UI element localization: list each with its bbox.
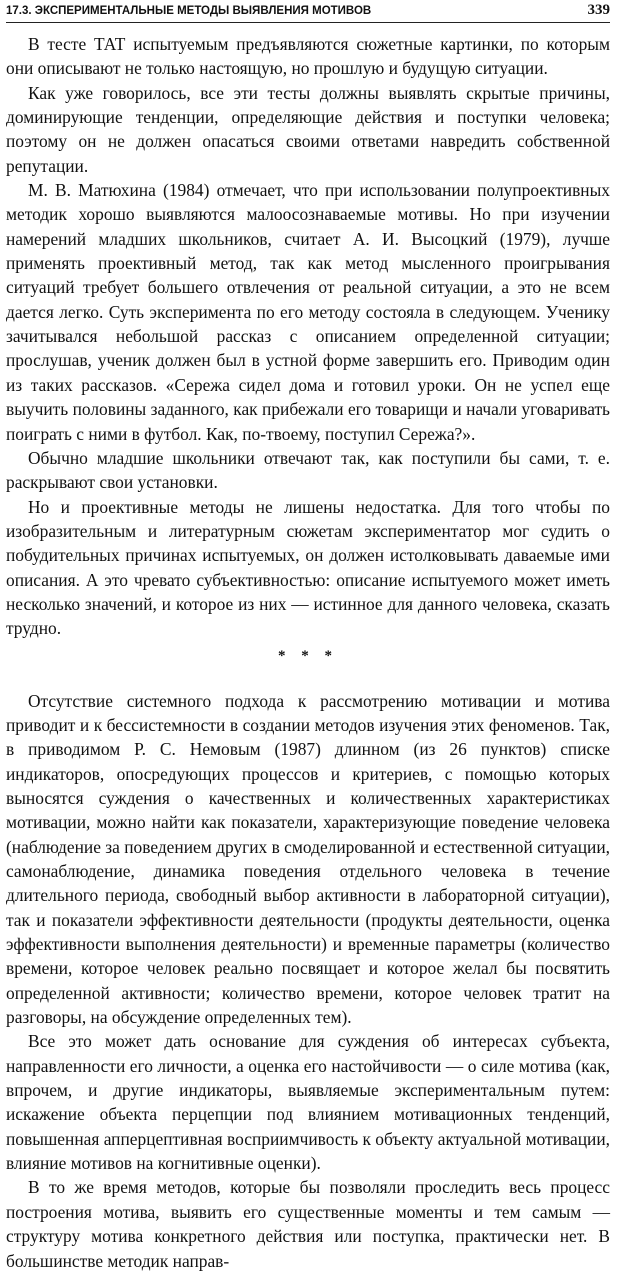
running-head: 17.3. ЭКСПЕРИМЕНТАЛЬНЫЕ МЕТОДЫ ВЫЯВЛЕНИЯ МОТИВОВ [6, 5, 372, 17]
paragraph: Отсутствие системного подхода к рассмотрению мотивации и мотива приводит и к бессистемности в создании методов изучения этих феноменов. Так, в приводимом Р. С. Немовым (1987) длинном (из 26 пунктов) списке индикаторов, опосредующих процессов и критериев, с помощью которых выносятся суждения о качественных и количественных характеристиках мотивации, можно найти как показатели, характеризующие поведение человека (наблюдение за поведением других в смоделированной и естественной ситуации, самонаблюдение, динамика поведения отдельного человека в течение длительного периода, свободный выбор активности в лабораторной ситуации), так и показатели эффективности деятельности (продукты деятельности, оценка эффективности выполнения деятельности) и временные параметры (количество времени, которое человек реально посвящает и которое желал бы посвятить определенной активности; количество времени, которое человек тратит на разговоры, на обсуждение определенных тем). [6, 690, 610, 1028]
page-header [6, 0, 610, 23]
paragraph: Но и проективные методы не лишены недостатка. Для того чтобы по изобразительным и литературным сюжетам экспериментатор мог судить о побудительных причинах испытуемых, он должен истолковывать даваемые ими описания. А это чревато субъективностью: описание испытуемого может иметь несколько значений, и которое из них — истинное для данного человека, сказать трудно. [6, 496, 610, 639]
paragraph: М. В. Матюхина (1984) отмечает, что при использовании полупроективных методик хорошо выявляются малоосознаваемые мотивы. Но при изучении намерений младших школьников, считает А. И. Высоцкий (1979), лучше применять проективный метод, так как метод мысленного проигрывания ситуаций требует большего отвлечения от реальной ситуации, а это не всем дается легко. Суть эксперимента по его методу состояла в следующем. Ученику зачитывался небольшой рассказ с описанием определенной ситуации; прослушав, ученик должен был в устной форме завершить его. Приводим один из таких рассказов. «Сережа сидел дома и готовил уроки. Он не успел еще выучить половины заданного, как прибежали его товарищи и начали уговаривать поиграть с ними в футбол. Как, по-твоему, поступил Сережа?». [6, 180, 610, 444]
section-separator: * * * [278, 647, 338, 664]
paragraph: В то же время методов, которые бы позволяли проследить весь процесс построения мотива, выявить его существенные моменты и тем самым — структуру мотива конкретного действия или поступка, практически нет. В большинстве методик направ- [6, 1177, 610, 1271]
paragraph: В тесте ТАТ испытуемым предъявляются сюжетные картинки, по которым они описывают не только настоящую, но прошлую и будущую ситуации. [6, 34, 610, 79]
body-text [6, 32, 610, 1273]
paragraph: Обычно младшие школьники отвечают так, как поступили бы сами, т. е. раскрывают свои установки. [6, 447, 610, 493]
paragraph: Все это может дать основание для суждения об интересах субъекта, направленности его личности, а оценка его настойчивости — о силе мотива (как, впрочем, и другие индикаторы, выявляемые экспериментальным путем: искажение объекта перцепции под влиянием мотивационных тенденций, повышенная апперцептивная восприимчивость к объекту актуальной мотивации, влияние мотивов на когнитивные оценки). [6, 1031, 610, 1174]
paragraph: Как уже говорилось, все эти тесты должны выявлять скрытые причины, доминирующие тенденции, определяющие действия и поступки человека; поэтому он не должен опасаться своими ответами навредить собственной репутации. [6, 82, 610, 176]
page-number: 339 [587, 2, 610, 18]
